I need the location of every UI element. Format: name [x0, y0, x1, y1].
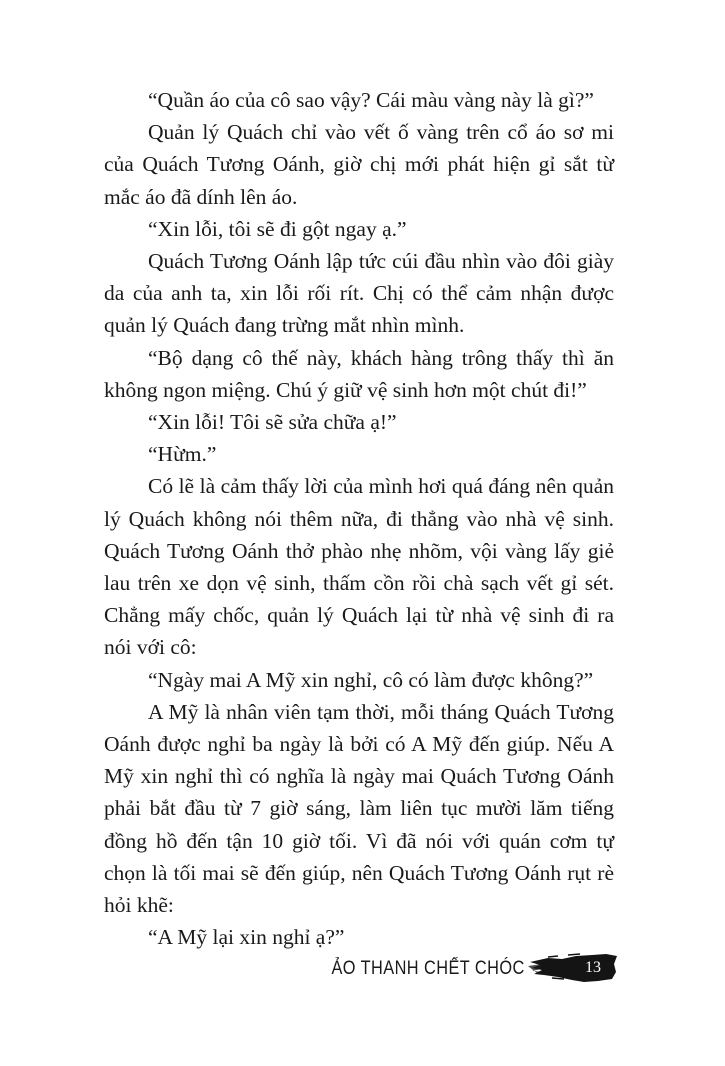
paragraph-3: “Xin lỗi, tôi sẽ đi gột ngay ạ.”: [148, 216, 407, 241]
paragraph-10: A Mỹ là nhân viên tạm thời, mỗi tháng Quách Tương Oánh được nghỉ ba ngày là bởi có A Mỹ đến giúp. Nếu A Mỹ xin nghỉ thì có nghĩa là ngày mai Quách Tương Oánh phải bắt đầu từ 7 giờ sáng, làm liên tục mười lăm tiếng đồng hồ đến tận 10 giờ tối. Vì đã nói với quán cơm tự chọn là tối mai sẽ đến giúp, nên Quách Tương Oánh rụt rè hỏi khẽ:: [104, 699, 614, 918]
paragraph-2: Quản lý Quách chỉ vào vết ố vàng trên cổ áo sơ mi của Quách Tương Oánh, giờ chị mới phát hiện gỉ sắt từ mắc áo đã dính lên áo.: [104, 120, 614, 209]
paragraph-9: “Ngày mai A Mỹ xin nghỉ, cô có làm được không?”: [148, 667, 594, 692]
paragraph-7: “Hừm.”: [148, 442, 217, 467]
paragraph-1: “Quần áo của cô sao vậy? Cái màu vàng này là gì?”: [148, 88, 594, 112]
page-number: 13: [585, 959, 601, 976]
paragraph-8: Có lẽ là cảm thấy lời của mình hơi quá đáng nên quản lý Quách không nói thêm nữa, đi thẳng vào nhà vệ sinh. Quách Tương Oánh thở phào nhẹ nhõm, vội vàng lấy giẻ lau trên xe dọn vệ sinh, thấm cồn rồi chà sạch vết gỉ sét. Chẳng mấy chốc, quản lý Quách lại từ nhà vệ sinh đi ra nói với cô:: [104, 474, 614, 660]
paragraph-4: Quách Tương Oánh lập tức cúi đầu nhìn vào đôi giày da của anh ta, xin lỗi rối rít. Chị có thể cảm nhận được quản lý Quách đang trừng mắt nhìn mình.: [104, 249, 614, 338]
running-footer-title: ẢO THANH CHẾT CHÓC: [331, 958, 525, 979]
paragraph-5: “Bộ dạng cô thế này, khách hàng trông thấy thì ăn không ngon miệng. Chú ý giữ vệ sinh hơn một chút đi!”: [104, 345, 614, 402]
paragraph-11: “A Mỹ lại xin nghỉ ạ?”: [148, 925, 345, 950]
paragraph-6: “Xin lỗi! Tôi sẽ sửa chữa ạ!”: [148, 410, 397, 435]
body-text: [104, 84, 614, 953]
